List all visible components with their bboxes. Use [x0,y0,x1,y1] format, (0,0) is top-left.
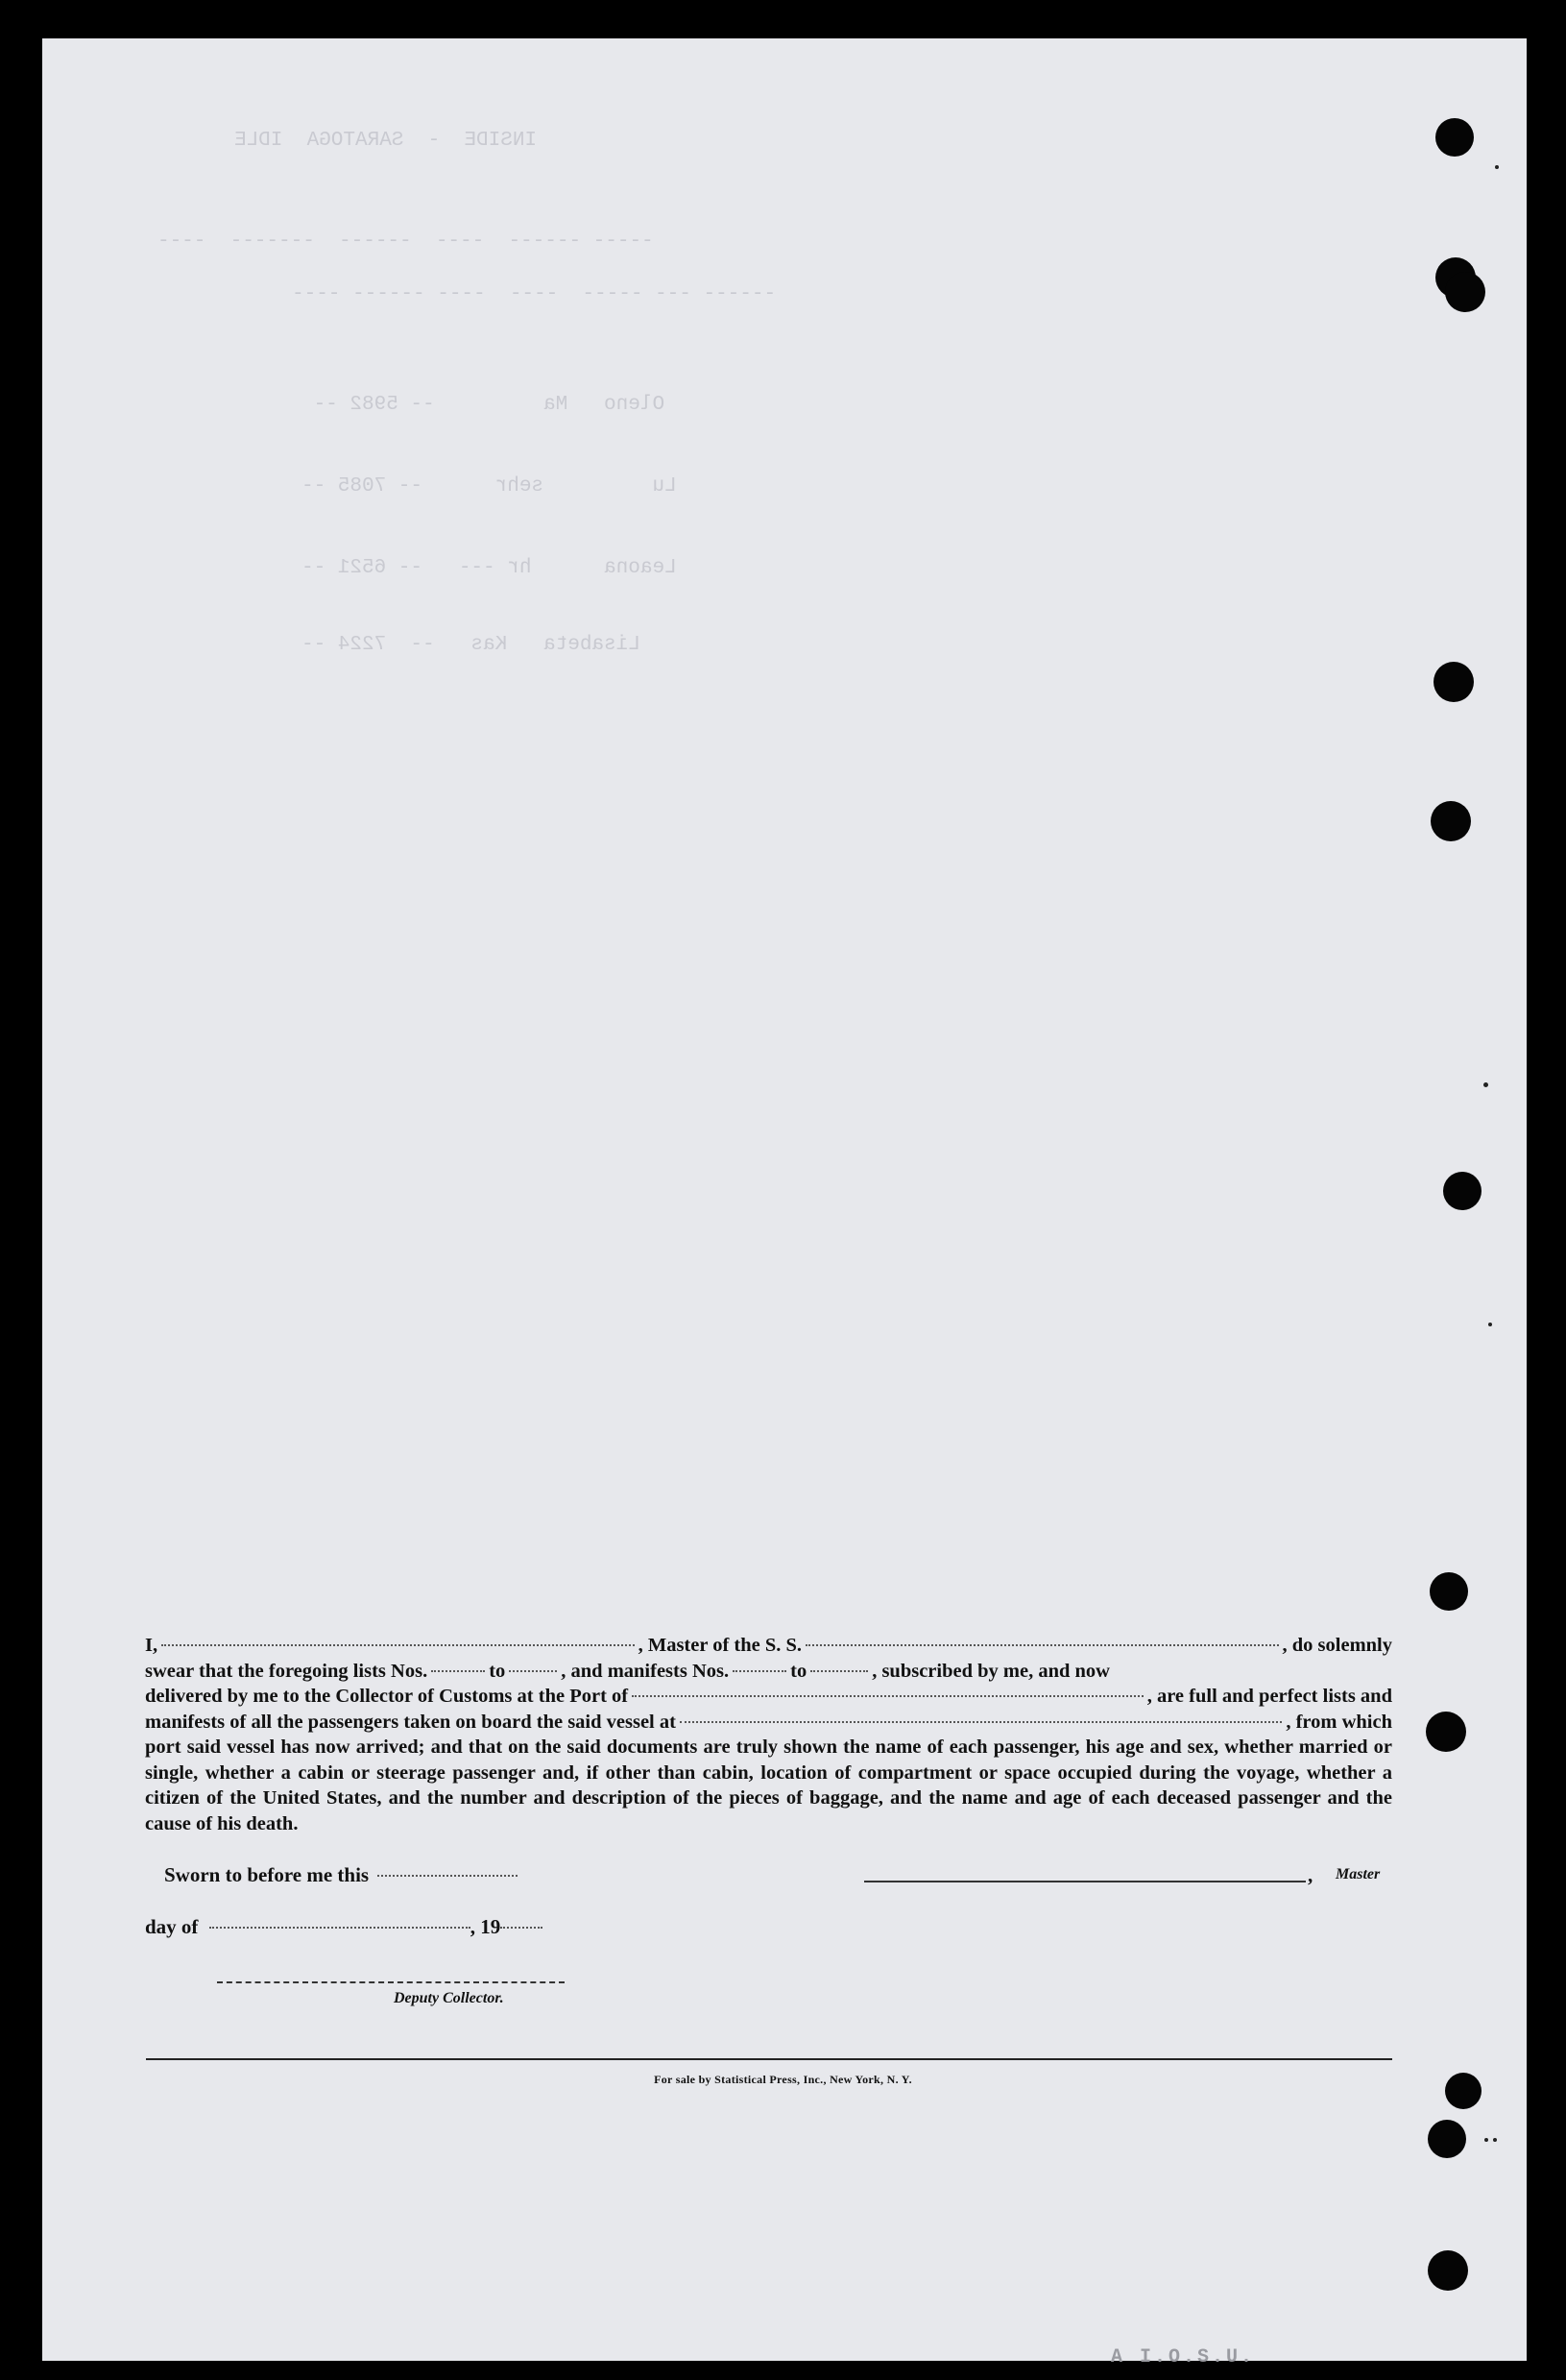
speck [1483,1082,1488,1087]
oath-to: to [489,1660,506,1682]
punch-hole [1435,118,1474,157]
deputy-signature-line[interactable] [217,1981,565,1983]
blank-list-to[interactable] [509,1670,557,1672]
blank-sworn-day[interactable] [377,1875,518,1877]
oath-port-of: delivered by me to the Collector of Customs at the Port of [145,1686,629,1707]
blank-vessel-name[interactable] [806,1644,1278,1646]
punch-hole [1430,1572,1468,1611]
blank-month[interactable] [209,1927,470,1929]
blank-list-from[interactable] [431,1670,485,1672]
bleed-through-text: INSIDE - SARATOGA IDLE [234,130,573,152]
oath-vessel-at: manifests of all the passengers taken on board the said vessel at [145,1711,676,1733]
oath-line-2 [145,1659,1392,1685]
punch-hole [1433,662,1474,702]
punch-hole [1428,2120,1466,2158]
oath-i: I, [145,1635,158,1656]
oath-from-which: , from which [1286,1711,1392,1733]
oath-to: to [790,1660,807,1682]
sworn-row [164,1863,518,1887]
blank-master-name[interactable] [161,1644,634,1646]
master-label: Master [1336,1866,1381,1882]
punch-hole [1428,2250,1468,2291]
oath-master-of-ss: , Master of the S. S. [638,1635,803,1656]
bleed-through-text: Oleno Ma -- 5982 -- [301,394,750,416]
blank-manifest-from[interactable] [733,1670,786,1672]
oath-subscribed: , subscribed by me, and now [872,1660,1110,1682]
document-page [42,38,1527,2361]
footer-rule [146,2058,1392,2060]
bleed-through-text: Leaona hr --- -- 6521 -- [301,557,761,579]
speck [1484,2138,1488,2142]
blank-port[interactable] [632,1695,1144,1697]
master-comma: , [1308,1863,1313,1886]
speck [1495,165,1499,169]
bottom-stamp: A I.O.S.U. [1111,2346,1256,2368]
oath-line-3 [145,1684,1392,1710]
day-of-label: day of [145,1915,199,1938]
publisher-footer: For sale by Statistical Press, Inc., New York, N. Y. [654,2073,912,2086]
bleed-through-text: Lisabeta Kas -- 7224 -- [301,634,726,656]
oath-full-lists: , are full and perfect lists and [1146,1686,1392,1707]
year-prefix: , 19 [470,1915,501,1938]
master-signature-line[interactable] [864,1881,1306,1882]
punch-hole [1445,272,1485,312]
oath-body: port said vessel has now arrived; and that on the said documents are truly shown the name of each passenger, his age and sex, whether married or single, whether a cabin or steerage passenger and, if other than cabin, location of compartment or space occupied during the voyage, whether a citizen of the United States, and the number and description of the pieces of baggage, and the name and age of each deceased passenger and the cause of his death. [145,1736,1392,1834]
blank-departure-port[interactable] [680,1721,1282,1723]
oath-manifests-nos: , and manifests Nos. [561,1660,730,1682]
oath-paragraph [145,1633,1392,1836]
sworn-label: Sworn to before me this [164,1863,370,1886]
punch-hole [1443,1172,1482,1210]
speck [1488,1323,1492,1326]
punch-hole [1426,1712,1466,1752]
bleed-through-text: ----- ------ ---- ------ ------- ---- [157,231,678,253]
deputy-collector-label: Deputy Collector. [394,1990,504,2006]
blank-year[interactable] [500,1927,542,1929]
blank-manifest-to[interactable] [810,1670,868,1672]
oath-do-solemnly: , do solemnly [1282,1635,1392,1656]
oath-line-1 [145,1633,1392,1659]
punch-hole [1431,801,1471,841]
bleed-through-text: ------ --- ----- ---- ---- ------ ---- [292,283,801,305]
day-of-row [145,1915,542,1939]
bleed-through-text: Lu sehr -- 7085 -- [301,475,761,498]
oath-line-4 [145,1710,1392,1736]
oath-lists-nos: swear that the foregoing lists Nos. [145,1660,428,1682]
speck [1493,2138,1497,2142]
